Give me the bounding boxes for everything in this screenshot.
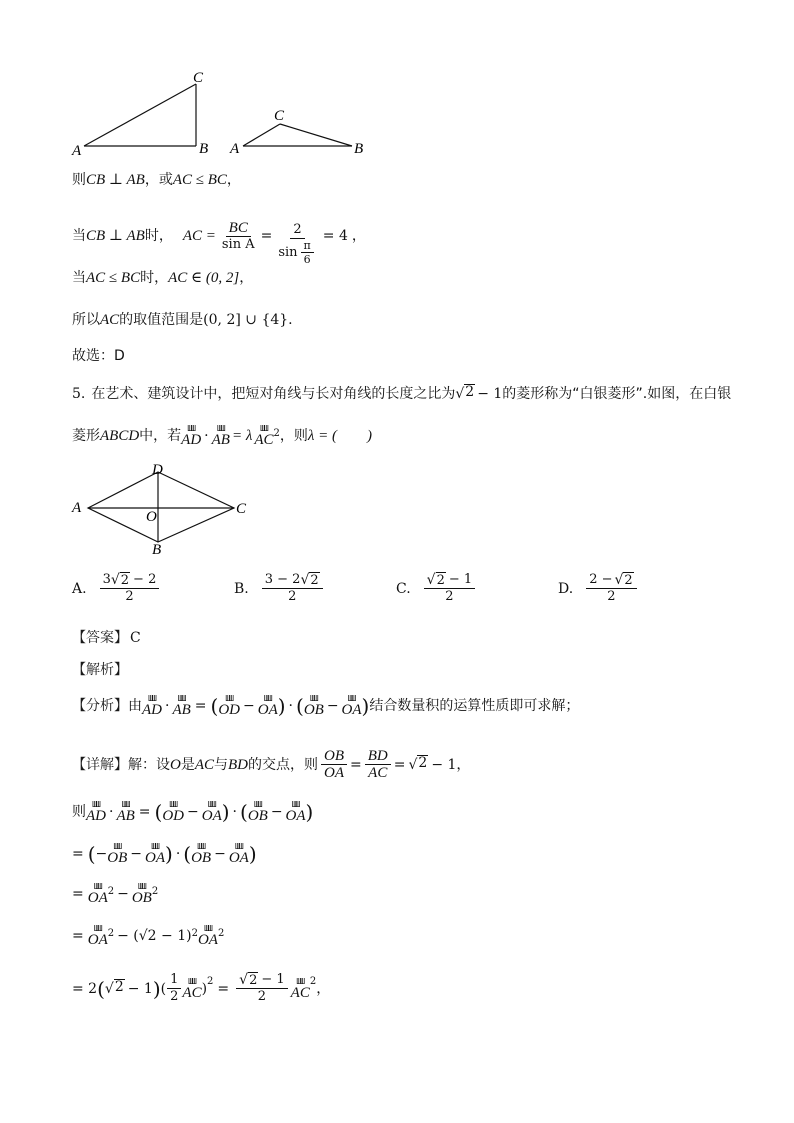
- tri2-label-a: A: [230, 141, 240, 157]
- vector-ob: [107, 842, 127, 866]
- numerator: BC: [226, 220, 251, 237]
- text: ，: [456, 756, 471, 773]
- option-b[interactable]: [234, 572, 326, 605]
- vector-arrow: ШШ: [93, 882, 102, 891]
- answer-tag: 【答案】: [72, 630, 128, 646]
- math-expr: (0, 2] ∪ {4}: [203, 312, 289, 328]
- derivation-line-5: [72, 972, 330, 1005]
- vector-arrow: ШШ: [291, 800, 300, 809]
- denominator: OA: [324, 765, 345, 781]
- math-expr: AC ≤ BC: [172, 172, 227, 188]
- tri2-label-b: B: [354, 141, 364, 157]
- answer-line: [72, 628, 141, 648]
- sqrt-2: [105, 979, 125, 999]
- math-expr: − 1: [261, 972, 285, 987]
- tri1-label-a: A: [72, 143, 82, 159]
- option-fraction: [586, 572, 637, 605]
- text: .: [288, 312, 293, 328]
- math-expr: λ = ( ): [307, 428, 372, 444]
- math-expr: CB ⊥ AB: [86, 172, 145, 188]
- radical-sign: √: [614, 572, 624, 588]
- denominator: 2: [445, 589, 454, 604]
- num-pre: 2 −: [589, 572, 613, 587]
- solution-line-4: [72, 310, 293, 330]
- vector-oa: [202, 800, 222, 824]
- text: 结合数量积的运算性质即可求解；: [369, 698, 580, 714]
- vector-ob: [248, 800, 268, 824]
- equals: =: [260, 228, 273, 244]
- text: ，或: [144, 172, 173, 188]
- exponent: 2: [151, 886, 159, 897]
- equals: =: [217, 980, 230, 997]
- vector-arrow: ШШ: [151, 842, 159, 851]
- paren-close: ): [165, 842, 173, 866]
- minus: −: [326, 698, 339, 714]
- exponent: 2: [207, 976, 214, 987]
- text: 当: [72, 228, 86, 244]
- vector-label: AD: [142, 702, 162, 718]
- paren-open-small: (: [160, 980, 167, 997]
- text: 的取值范围是: [119, 312, 204, 328]
- paren-close-small: ): [201, 980, 208, 997]
- result: = 4: [322, 228, 348, 244]
- sqrt: [614, 572, 633, 588]
- equals: =: [194, 698, 207, 714]
- vector-label: OA: [87, 890, 108, 906]
- vector-oa: [198, 924, 218, 948]
- minus: −: [270, 804, 283, 820]
- radical-sign: √: [110, 572, 120, 588]
- minus: −: [117, 886, 129, 902]
- numerator: [586, 572, 637, 589]
- paren-close: ): [221, 800, 230, 824]
- radical-sign: √: [408, 756, 418, 773]
- xiangjie-line: [72, 748, 470, 781]
- vector-arrow: ШШ: [187, 424, 195, 433]
- rhombus-figure: [62, 458, 262, 558]
- radicand: 2: [465, 384, 475, 400]
- choice-text: 故选：D: [72, 348, 125, 364]
- fraction-pi-6: [301, 239, 314, 266]
- math-expr: CB ⊥ AB: [86, 228, 145, 244]
- sqrt-2: [239, 972, 258, 988]
- radicand: 2: [114, 978, 124, 995]
- option-fraction: [424, 572, 476, 605]
- vector-arrow: ШШ: [204, 924, 212, 933]
- exponent: 2: [273, 428, 280, 439]
- vector-od: [162, 800, 184, 824]
- question-number: 5.: [72, 386, 86, 402]
- denominator: 2: [607, 589, 616, 604]
- vector-arrow: ШШ: [296, 976, 305, 986]
- num-pre: 3: [102, 572, 111, 587]
- numerator: [424, 572, 476, 589]
- radicand: 2: [436, 573, 445, 588]
- dot: ·: [109, 804, 114, 820]
- vector-ab: [172, 694, 190, 718]
- vector-label: OD: [218, 702, 240, 718]
- question-text: 中，若: [139, 428, 182, 444]
- text: 当: [72, 270, 86, 286]
- exponent: 2: [107, 886, 115, 897]
- paren-open: (: [210, 694, 219, 718]
- math-expr: − 1: [431, 756, 457, 773]
- rhombus-label-o: O: [146, 509, 157, 525]
- exponent: 2: [191, 928, 198, 939]
- fraction-bd-ac: [365, 748, 391, 781]
- vector-label: OB: [131, 890, 152, 906]
- minus: −: [214, 846, 226, 862]
- question-text: 菱形: [72, 428, 100, 444]
- equals: =: [72, 886, 84, 902]
- solution-line-5: [72, 346, 125, 366]
- vector-label: AD: [86, 808, 106, 824]
- vector-ad: [142, 694, 162, 718]
- text: 由: [128, 698, 142, 714]
- fraction-sqrt2-minus-1: [236, 972, 288, 1005]
- derivation-line-1: [72, 800, 313, 824]
- vector-label: OA: [201, 808, 222, 824]
- solution-line-3: [72, 268, 253, 288]
- denominator: AC: [368, 765, 388, 781]
- analysis-line: [72, 660, 128, 680]
- option-fraction: [262, 572, 323, 605]
- vector-arrow: ШШ: [177, 694, 186, 703]
- rhombus-label-c: C: [236, 501, 247, 517]
- denominator: sin A: [221, 236, 255, 252]
- math-expr: AC: [194, 756, 215, 773]
- sqrt: [111, 572, 130, 588]
- text: 则: [72, 804, 86, 820]
- denominator: 2: [288, 589, 297, 604]
- equals: =: [72, 928, 84, 944]
- math-expr: O: [170, 756, 181, 773]
- option-label: B.: [234, 580, 249, 597]
- paren-close: ): [361, 694, 370, 718]
- option-c[interactable]: [396, 572, 478, 605]
- vector-label: OD: [162, 808, 184, 824]
- question-text: 的菱形称为“白银菱形”.如图，在白银: [502, 386, 732, 402]
- text: 的交点，则: [248, 756, 319, 773]
- option-label: D.: [558, 580, 574, 597]
- vector-label: AD: [181, 432, 202, 448]
- paren-open: (: [87, 842, 96, 866]
- sqrt: [300, 572, 319, 588]
- denominator: 2: [257, 989, 267, 1004]
- num-post: − 2: [133, 572, 157, 587]
- vector-label: AC: [182, 984, 202, 1001]
- vector-arrow: ШШ: [260, 424, 268, 433]
- vector-oa: [342, 694, 362, 718]
- triangle-figure: [60, 62, 380, 162]
- sin-text: sin: [278, 244, 298, 260]
- dot: ·: [165, 698, 170, 714]
- text: ，: [351, 228, 366, 244]
- radical-sign: √: [426, 572, 436, 588]
- sqrt-2: [408, 755, 428, 775]
- equals: =: [72, 846, 84, 862]
- math-expr: AC ∈ (0, 2]: [168, 270, 240, 286]
- sqrt-2: [455, 384, 475, 404]
- text: 时，: [140, 270, 169, 286]
- text: 时，: [144, 228, 173, 244]
- paren-open: (: [296, 694, 304, 718]
- analysis-tag: 【解析】: [72, 662, 128, 678]
- numerator: 2: [290, 222, 304, 239]
- vector-label: OA: [87, 932, 108, 948]
- math-expr: = λ: [231, 428, 253, 444]
- math-expr: − 1: [127, 980, 153, 997]
- tri2-side-ac: [243, 124, 280, 146]
- vector-oa: [229, 842, 249, 866]
- solution-line-2: [72, 206, 366, 266]
- radical-sign: √: [239, 972, 249, 988]
- numerator: [262, 572, 323, 589]
- fenxi-line: [72, 694, 579, 718]
- numerator: π: [301, 239, 314, 253]
- math-expr: AC =: [182, 228, 216, 244]
- vector-arrow: ШШ: [253, 800, 262, 809]
- text: 与: [214, 756, 229, 773]
- vector-label: AB: [116, 808, 135, 824]
- vector-oa: [88, 924, 108, 948]
- math-expr: BD: [228, 756, 249, 773]
- vector-ab: [116, 800, 134, 824]
- vector-label: OB: [107, 850, 128, 866]
- minus: −: [243, 698, 255, 714]
- num-pre: 3 − 2: [264, 572, 301, 587]
- rhombus-label-d: D: [152, 462, 163, 478]
- radicand: 2: [310, 573, 319, 588]
- vector-label: OB: [247, 808, 268, 824]
- vector-label: AB: [172, 702, 191, 718]
- numerator: [100, 572, 160, 589]
- dot: ·: [204, 428, 209, 444]
- vector-label: AB: [211, 432, 230, 448]
- text: 则: [72, 172, 86, 188]
- vector-oa: [88, 882, 108, 906]
- question-line-1: [72, 384, 731, 404]
- vector-arrow: ШШ: [216, 424, 225, 433]
- vector-ac: [254, 424, 273, 448]
- paren-open: (: [97, 976, 105, 1001]
- radicand: 2: [624, 573, 633, 588]
- vector-label: AC: [254, 432, 274, 448]
- denominator: 6: [303, 253, 311, 266]
- radicand: 2: [418, 754, 428, 771]
- option-label: A.: [72, 580, 87, 597]
- equals: =: [138, 804, 151, 820]
- vector-ob: [132, 882, 152, 906]
- text: 是: [180, 756, 195, 773]
- fraction-ob-oa: [321, 748, 347, 781]
- tri1-side-ac: [84, 84, 196, 146]
- text: ，: [316, 980, 331, 997]
- denominator: 2: [170, 989, 179, 1004]
- paren-open: (: [183, 842, 192, 866]
- numerator: BD: [365, 748, 391, 765]
- vector-label: OB: [303, 702, 324, 718]
- vector-ad: [86, 800, 106, 824]
- derivation-line-2: [72, 842, 257, 866]
- radicand: 2: [120, 573, 130, 588]
- vector-label: OB: [191, 850, 212, 866]
- radical-sign: √: [104, 980, 114, 997]
- minus: −: [130, 846, 143, 862]
- fraction-2-sin: [275, 222, 319, 266]
- vector-arrow: ШШ: [235, 842, 243, 851]
- denominator: 2: [125, 589, 134, 604]
- tri1-label-b: B: [199, 141, 209, 157]
- math-expr: AC ≤ BC: [86, 270, 141, 286]
- vector-label: OA: [145, 850, 166, 866]
- option-fraction: [100, 572, 160, 605]
- option-label: C.: [396, 580, 411, 597]
- vector-label: OA: [285, 808, 306, 824]
- text: ，: [239, 270, 254, 286]
- xiangjie-tag: 【详解】: [72, 756, 128, 773]
- math-expr: ABCD: [100, 428, 140, 444]
- radical-sign: √: [300, 572, 310, 588]
- paren-open: (: [154, 800, 163, 824]
- math-expr: = 2: [72, 980, 98, 997]
- paren-close: ): [152, 976, 161, 1001]
- vector-label: OA: [197, 932, 218, 948]
- vector-arrow: ШШ: [121, 800, 130, 809]
- fraction-bc-sina: [219, 220, 258, 253]
- question-line-2: [72, 424, 372, 448]
- num-post: − 1: [448, 572, 473, 587]
- fenxi-tag: 【分析】: [72, 698, 128, 714]
- vector-arrow: ШШ: [138, 882, 146, 891]
- paren-close: ): [248, 842, 257, 866]
- vector-ab: [212, 424, 230, 448]
- rhombus-label-a: A: [72, 500, 82, 516]
- question-text: ，则: [279, 428, 308, 444]
- vector-od: [218, 694, 240, 718]
- vector-label: OA: [228, 850, 249, 866]
- vector-label: OA: [257, 702, 278, 718]
- vector-arrow: ШШ: [207, 800, 216, 809]
- numerator: [236, 972, 288, 989]
- derivation-line-3: [72, 882, 158, 906]
- vector-arrow: ШШ: [197, 842, 205, 851]
- radical-sign: √: [455, 386, 465, 402]
- dot: ·: [175, 846, 181, 862]
- dot: ·: [288, 698, 293, 714]
- vector-arrow: ШШ: [92, 800, 100, 809]
- derivation-line-4: [72, 924, 224, 948]
- exponent: 2: [217, 928, 225, 939]
- vector-oa: [258, 694, 278, 718]
- equals: =: [350, 756, 362, 773]
- text: 解：设: [128, 756, 170, 773]
- vector-arrow: ШШ: [169, 800, 177, 809]
- answer-value: C: [130, 630, 141, 646]
- vector-ac: [291, 977, 310, 1001]
- minus: −: [187, 804, 199, 820]
- denominator: [275, 239, 319, 266]
- vector-oa: [286, 800, 306, 824]
- tri2-label-c: C: [274, 108, 285, 124]
- fraction-half: [167, 972, 181, 1005]
- solution-line-1: [72, 170, 241, 190]
- text: ，: [226, 172, 241, 188]
- radicand: 2: [249, 973, 258, 988]
- tri1-label-c: C: [193, 70, 204, 86]
- math-expr: AC: [100, 312, 120, 328]
- equals: =: [393, 756, 406, 773]
- vector-ob: [304, 694, 324, 718]
- math-expr: − (√2 − 1): [117, 928, 192, 944]
- vector-arrow: ШШ: [188, 976, 196, 986]
- question-text: 在艺术、建筑设计中，把短对角线与长对角线的长度之比为: [91, 386, 456, 402]
- vector-arrow: ШШ: [148, 694, 156, 703]
- minus: −: [95, 846, 108, 862]
- rhombus-label-b: B: [152, 542, 162, 558]
- numerator: 1: [167, 972, 181, 989]
- sqrt: [427, 572, 446, 588]
- vector-label: OA: [341, 702, 362, 718]
- vector-ac: [182, 977, 201, 1001]
- vector-arrow: ШШ: [225, 694, 233, 703]
- option-a[interactable]: [72, 572, 162, 605]
- vector-label: AC: [290, 984, 310, 1001]
- vector-oa: [145, 842, 165, 866]
- tri2-side-bc: [280, 124, 352, 146]
- dot: ·: [232, 804, 237, 820]
- vector-ob: [191, 842, 211, 866]
- exponent: 2: [107, 928, 115, 939]
- vector-arrow: ШШ: [309, 694, 318, 703]
- option-d[interactable]: [558, 572, 640, 605]
- text: 所以: [72, 312, 100, 328]
- paren-close: ): [305, 800, 314, 824]
- vector-arrow: ШШ: [113, 842, 122, 851]
- vector-ad: [181, 424, 201, 448]
- math-expr: − 1: [477, 386, 503, 402]
- rhombus-outline: [88, 472, 234, 542]
- exponent: 2: [309, 976, 317, 987]
- vector-arrow: ШШ: [93, 924, 102, 933]
- numerator: OB: [321, 748, 347, 765]
- vector-arrow: ШШ: [347, 694, 356, 703]
- paren-close: ): [277, 694, 286, 718]
- paren-open: (: [240, 800, 248, 824]
- vector-arrow: ШШ: [263, 694, 272, 703]
